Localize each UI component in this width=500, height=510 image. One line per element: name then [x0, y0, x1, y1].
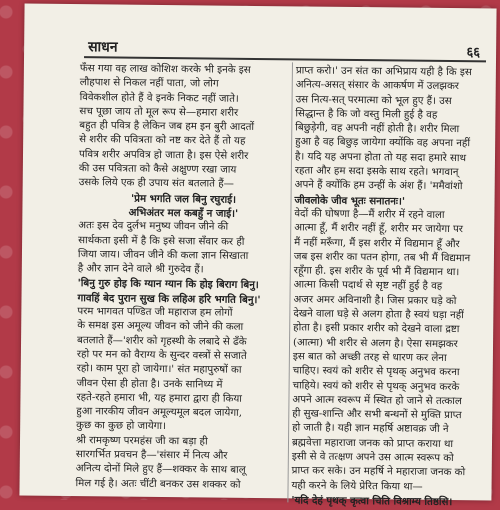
text-line: उस नित्य-सत् परमात्मा को भूल हुए हैं। उस — [295, 93, 452, 107]
text-line: 'बिनु गुरु होइ कि ग्यान ग्यान कि होइ बिराग बिनु। — [77, 277, 259, 292]
right-column — [291, 64, 488, 509]
left-column — [75, 62, 289, 493]
text-line: की उस पवित्रता को कैसे अक्षुण्ण रखा जाय — [78, 163, 237, 176]
text-line: इसी से वे तत्क्षण अपने उस आत्म स्वरूप को — [291, 451, 454, 465]
text-line: से शरीर की पवित्रता को नष्ट कर देते हैं तो यह — [79, 134, 246, 148]
text-line: 'प्रेम भगति जल बिनु रघुराई। — [131, 192, 237, 206]
text-line: बिछुड़ेगी, वह अपनी नहीं होती है। शरीर मिला — [295, 122, 460, 136]
text-line: इस बात को अच्छी तरह से धारण कर लेना — [292, 351, 447, 364]
text-line: आत्मा किसी पदार्थ से सृष्ट नहीं हुई है वह — [293, 279, 443, 293]
text-line: सारगर्भित प्रवचन है—'संसार में नित्य और — [75, 449, 228, 462]
text-line: यही करने के लिये प्रेरित किया था— — [291, 479, 423, 493]
text-line: वेदों की घोषणा है—मैं शरीर में रहने वाला — [294, 208, 445, 221]
text-line: बहुत ही पवित्र है लेकिन जब हम इन बुरी आदतों — [79, 120, 255, 134]
text-line: आत्मा हूँ, मैं शरीर नहीं हूँ, शरीर मर जायेगा पर — [294, 222, 464, 236]
text-line: विवेकशील होते हैं वे इनके निकट नहीं जाते। — [79, 91, 239, 105]
text-line: अजर अमर अविनाशी है। जिस प्रकार घड़े को — [293, 294, 457, 307]
text-line: रहो। काम पूरा हो जायेगा।' संत महापुरुषों का — [76, 363, 242, 377]
text-line: अनित्य दोनों मिले हुए हैं—शक्कर के साथ बालू — [75, 463, 246, 477]
text-line: पवित्र शरीर अपवित्र हो जाता है। इस ऐसे शरीर — [78, 148, 249, 162]
text-line: देखने वाला घड़े से अलग होता है स्वयं घड़ा नहीं — [293, 308, 464, 322]
text-line: प्राप्त कर सके। उन महर्षि ने महाराजा जनक को — [291, 465, 466, 479]
text-line: रहूँगा ही. इस शरीर के पूर्व भी मैं विद्यमान था। — [293, 265, 460, 279]
text-line: रहो पर मन को वैराग्य के सुन्दर वस्त्रों से सजाते — [76, 349, 247, 362]
text-line: अनित्य-असत् संसार के आकर्षण में उलझकर — [295, 79, 460, 93]
text-line: जिया जाय। जीवन जीने की कला ज्ञान सिखाता — [77, 248, 249, 262]
text-line: लौहपाश से निकल नहीं पाता, जो लोग — [79, 77, 219, 90]
text-line: प्राप्त करो।' उन संत का अभिप्राय यही है कि इस — [295, 65, 472, 79]
text-line: गावहिं बेद पुरान सुख कि लहिअ हरि भगति बिनु।' — [77, 291, 261, 306]
text-line: बतलाते हैं—'शरीर को गृहस्थी के लबादे से ढँके — [77, 334, 247, 348]
chapter-title: साधन — [88, 39, 118, 56]
text-line: अभिअंतर मल कबहुँ न जाई।' — [128, 206, 239, 220]
text-line: जीवलोके जीव भूतः सनातनः।' — [294, 194, 406, 208]
text-line: (आत्मा) भी शरीर से अलग है। ऐसा समझकर — [292, 337, 458, 350]
text-line: मिल गई है। अतः चींटी बनकर उस शक्कर को — [75, 477, 241, 491]
text-line: कुछ का कुछ हो जायेगा। — [76, 420, 166, 433]
text-line: चाहिए। स्वयं को शरीर से पृथक् अनुभव करना — [292, 365, 460, 379]
text-line: उसके लिये एक ही उपाय संत बतलाते हैं— — [78, 177, 234, 191]
text-line: ही सुख-शान्ति और सभी बन्धनों से मुक्ति प्राप्त — [292, 408, 462, 422]
text-line: चाहिये। स्वयं को शरीर से पृथक् अनुभव करके — [292, 379, 460, 393]
text-line: सच पूछा जाय तो मूल रूप से—हमारा शरीर — [79, 106, 239, 119]
text-line: सार्थकता इसी में है कि इसे सजा सँवार कर ही — [78, 234, 245, 248]
text-line: श्री रामकृष्ण परमहंस जी का बड़ा ही — [75, 434, 208, 448]
book-page — [19, 4, 496, 508]
text-line: रहता और हम सदा इसके साथ रहते। भगवान् — [294, 165, 459, 179]
text-line: अतः इस देव दुर्लभ मनुष्य जीवन जीने की — [78, 220, 229, 233]
text-line: रहते-रहते हमारा भी, यह हमारा द्वारा ही किया — [76, 391, 242, 405]
page-number: ६६ — [466, 45, 481, 61]
text-line: है और ज्ञान देने वाले श्री गुरुदेव हैं। — [77, 263, 204, 276]
text-line: जब इस शरीर का पतन होगा, तब भी मैं विद्यमान — [293, 251, 471, 265]
text-line: हुआ नारकीय जीवन अमूल्यमूल बदल जायेगा, — [76, 406, 243, 419]
text-line: के समक्ष इस अमूल्य जीवन को जीने की कला — [77, 320, 244, 334]
text-line: ब्रह्मवेत्ता महाराजा जनक को प्राप्त कराया था — [291, 437, 454, 450]
text-line: मैं नहीं मरूँगा, मैं इस शरीर में विद्यमान हूँ और — [294, 236, 460, 250]
text-line: सिद्धान्त है कि जो वस्तु मिली हुई है वह — [295, 108, 438, 121]
text-line: फँस गया वह लाख कोशिश करके भी इनके इस — [79, 63, 251, 76]
text-line: है। यदि यह अपना होता तो यह सदा हमारे साथ — [294, 151, 467, 164]
text-line: जीवन ऐसा ही होता है। उनके सानिध्य में — [76, 377, 223, 391]
page-header — [84, 34, 486, 62]
text-line: 'यदि देहं पृथक् कृत्वा चिति विश्राम्य तिष्ठसि। — [291, 494, 453, 508]
text-line: हो जाती है। यही ज्ञान महर्षि अष्टावक्र जी ने — [292, 422, 449, 436]
text-line: होता है। इसी प्रकार शरीर को देखने वाला द्रष्टा — [293, 322, 460, 336]
text-line: अपने हैं क्योंकि हम उन्हीं के अंश हैं। 'ममैवांशो — [294, 179, 463, 193]
text-line: हुआ है वह बिछुड़ जायेगा क्योंकि वह अपना नहीं — [295, 136, 471, 150]
text-line: अपने आत्म स्वरूप में स्थित हो जाने से तत्काल — [292, 394, 462, 407]
text-line: परम भागवत पण्डित जी महाराज हम लोगों — [77, 306, 233, 319]
